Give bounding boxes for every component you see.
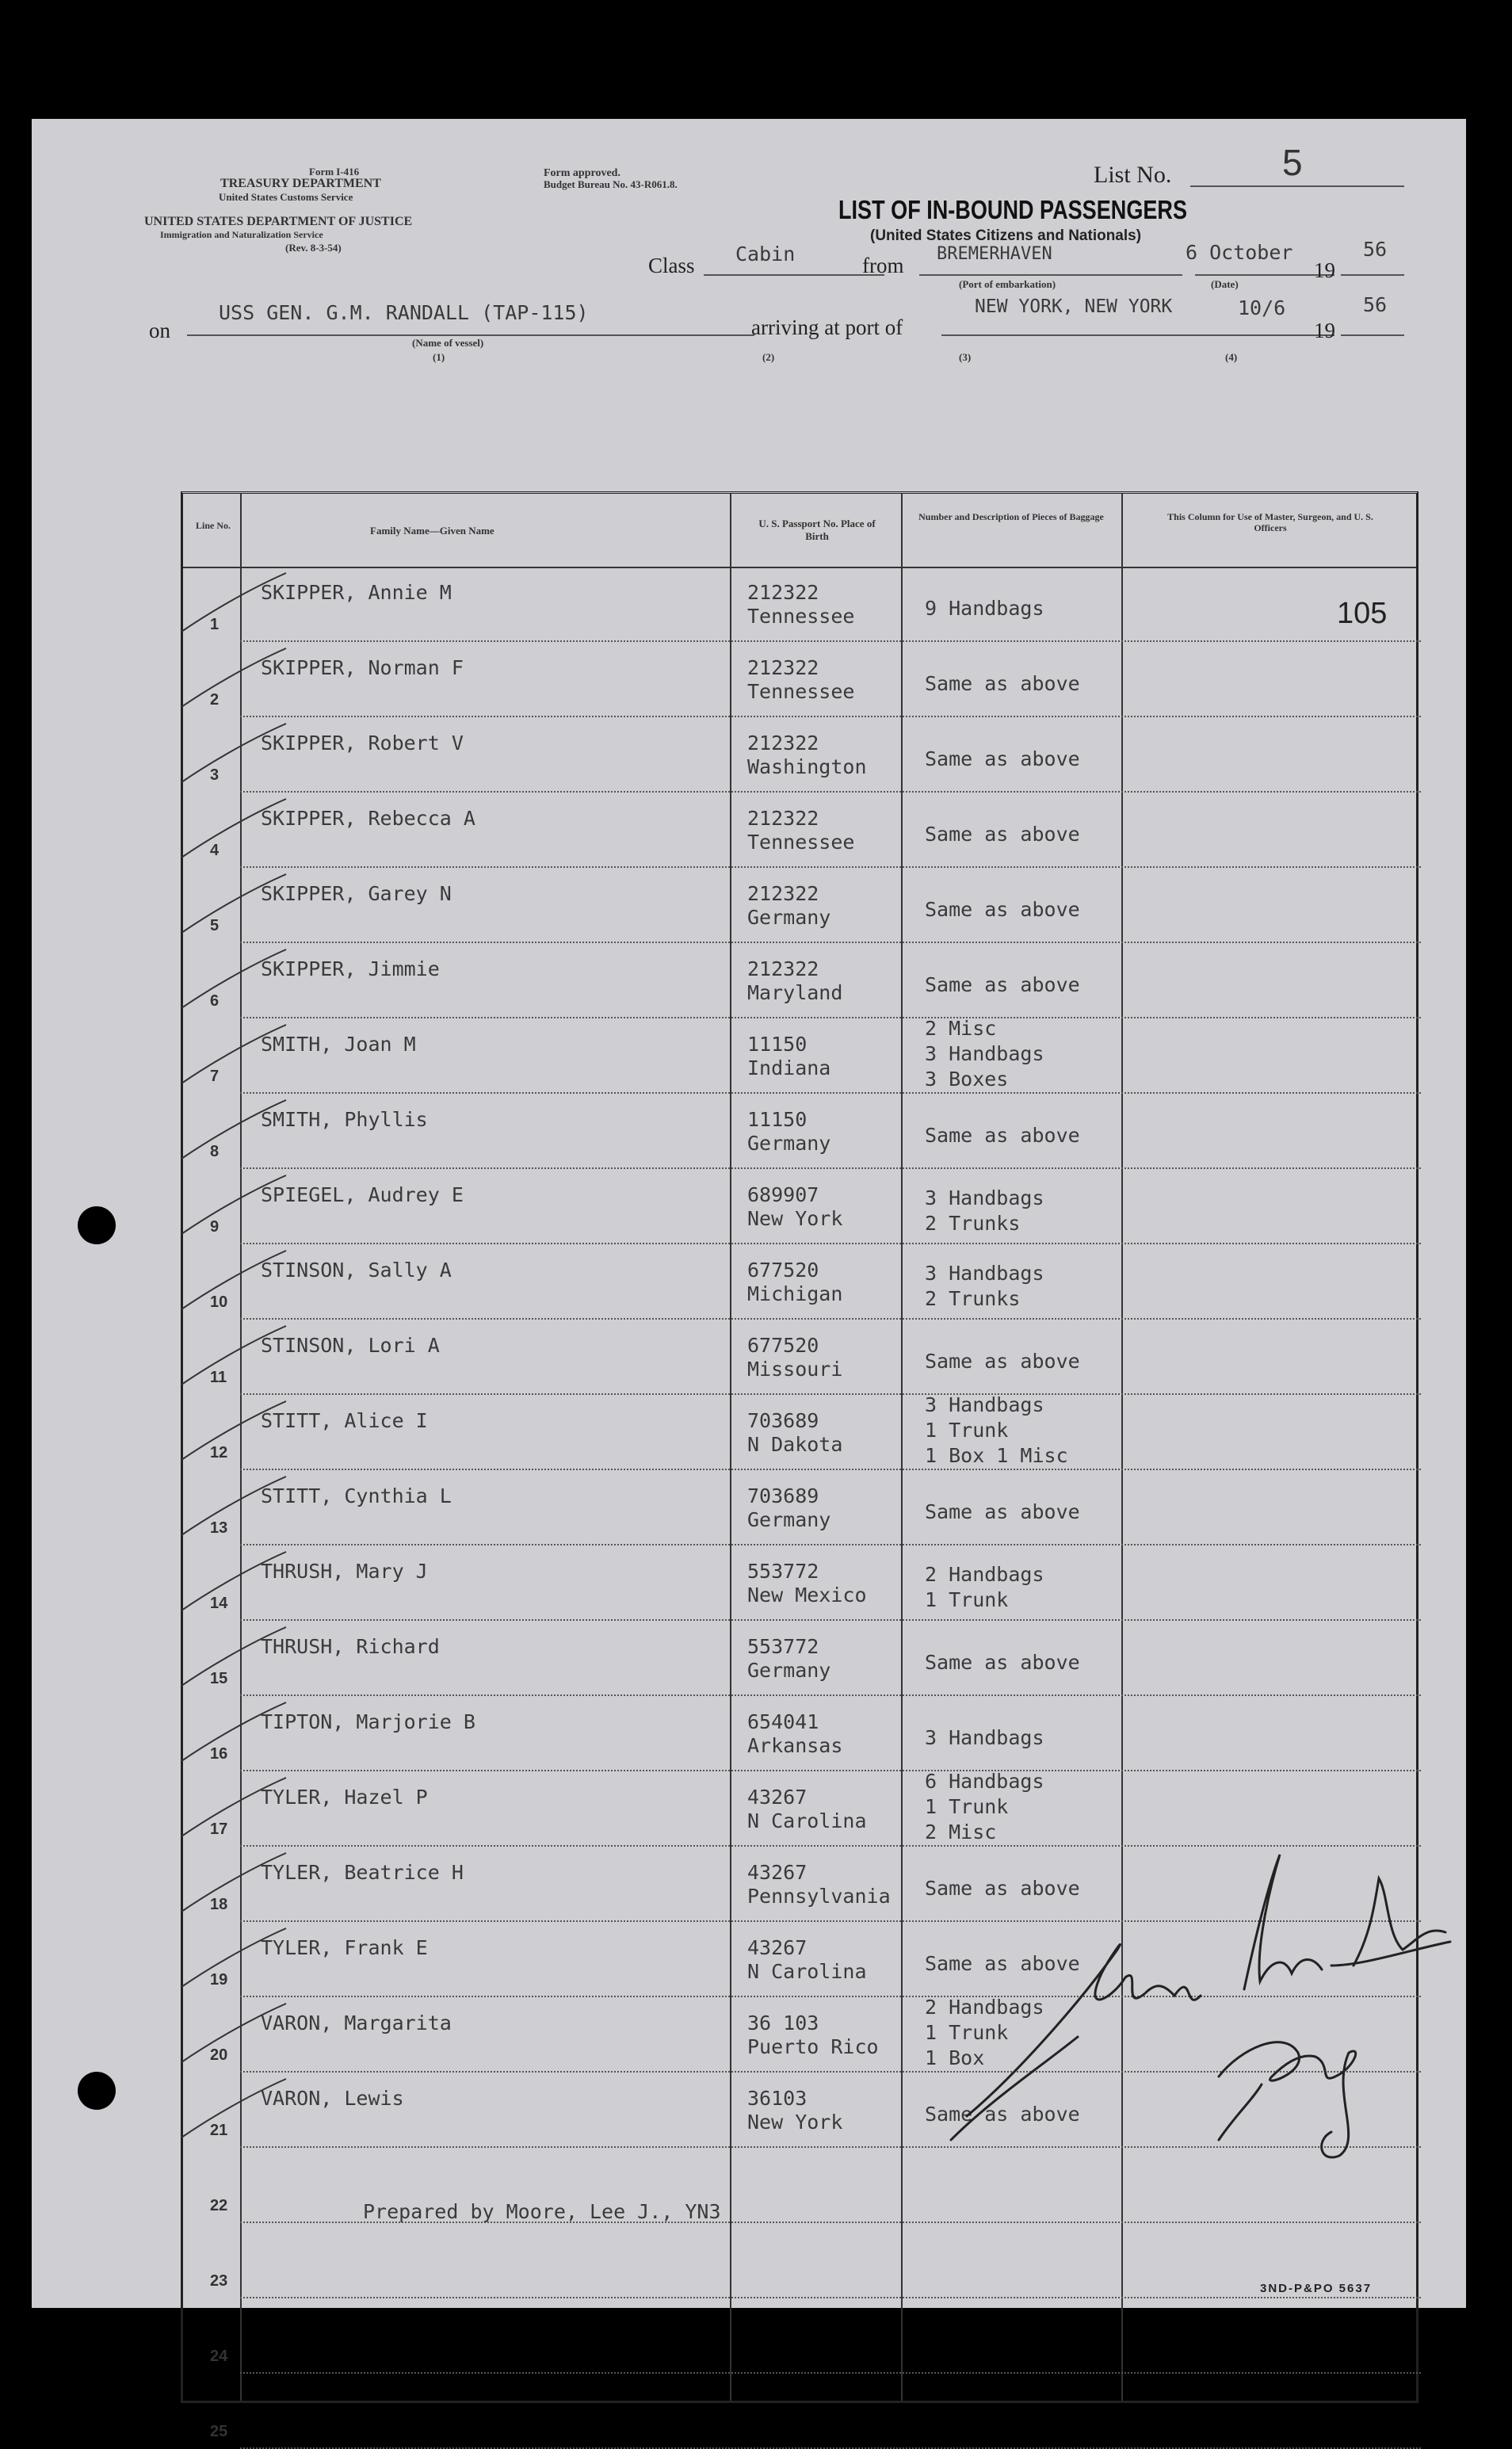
baggage-line: Same as above: [925, 1124, 1080, 1147]
baggage-line: 2 Misc: [925, 1821, 997, 1843]
arrival-date: 10/6: [1238, 296, 1286, 319]
passenger-name: VARON, Margarita: [261, 2012, 452, 2034]
port-caption: (Port of embarkation): [959, 278, 1056, 290]
baggage-line: 1 Trunk: [925, 1419, 1009, 1442]
line-number: 18: [210, 1896, 228, 1913]
check-mark-icon: [175, 1094, 294, 1169]
check-mark-icon: [175, 2073, 294, 2148]
place-of-birth: Germany: [747, 1132, 831, 1155]
place-of-birth: New York: [747, 1207, 843, 1230]
place-of-birth: N Carolina: [747, 1809, 867, 1832]
year-prefix: 19: [1314, 258, 1335, 282]
col-num-2: (2): [762, 351, 775, 363]
punch-hole-bottom: [78, 2072, 116, 2110]
table-row: [183, 868, 1421, 943]
page-subtitle: (United States Citizens and Nationals): [870, 227, 1142, 244]
table-row: [183, 2374, 1421, 2449]
table-row: [183, 1018, 1421, 1094]
place-of-birth: Maryland: [747, 981, 843, 1004]
passenger-name: TYLER, Frank E: [261, 1936, 428, 1959]
check-mark-icon: [175, 1847, 294, 1922]
line-number: 23: [210, 2272, 228, 2290]
table-row: [183, 2223, 1421, 2298]
line-number: 14: [210, 1595, 228, 1612]
line-number: 17: [210, 1821, 228, 1838]
baggage-line: 3 Boxes: [925, 1068, 1009, 1091]
line-number: 6: [210, 992, 220, 1010]
passenger-name: STITT, Alice I: [261, 1409, 428, 1432]
baggage-line: Same as above: [925, 898, 1080, 921]
budget-bureau: Budget Bureau No. 43-R061.8.: [544, 178, 678, 190]
passport-number: 212322: [747, 957, 819, 980]
line-number: 1: [210, 616, 220, 633]
table-row: [183, 1244, 1421, 1320]
line-number: 4: [210, 842, 220, 859]
col-num-1: (1): [433, 351, 445, 363]
passenger-name: THRUSH, Richard: [261, 1635, 440, 1658]
check-mark-icon: [175, 1771, 294, 1847]
passenger-name: TYLER, Hazel P: [261, 1786, 428, 1809]
passenger-name: TYLER, Beatrice H: [261, 1861, 464, 1884]
place-of-birth: Tennessee: [747, 680, 855, 703]
line-number: 16: [210, 1745, 228, 1763]
table-row: [183, 1320, 1421, 1395]
line-number: 15: [210, 1670, 228, 1687]
check-mark-icon: [175, 1169, 294, 1244]
passport-number: 654041: [747, 1710, 819, 1733]
line-number: 11: [210, 1369, 227, 1386]
officer-signature: [919, 1839, 1458, 2203]
table-row: [183, 2298, 1421, 2374]
list-no-label: List No.: [1094, 162, 1172, 188]
table-row: [183, 642, 1421, 717]
from-label: from: [862, 254, 904, 277]
line-number: 7: [210, 1068, 220, 1085]
baggage-line: 3 Handbags: [925, 1042, 1044, 1065]
customs-service: United States Customs Service: [219, 191, 353, 203]
manifest-page: [32, 119, 1466, 2440]
baggage-line: 2 Trunks: [925, 1287, 1021, 1310]
port-of-embarkation: BREMERHAVEN: [937, 244, 1052, 264]
passenger-name: SKIPPER, Robert V: [261, 732, 464, 755]
page-title: LIST OF IN-BOUND PASSENGERS: [838, 195, 1188, 224]
treasury-dept: TREASURY DEPARTMENT: [220, 177, 381, 190]
on-label: on: [149, 319, 170, 342]
passenger-name: SMITH, Phyllis: [261, 1108, 428, 1131]
header-passport: U. S. Passport No. Place of Birth: [758, 518, 876, 542]
line-number: 8: [210, 1143, 220, 1160]
line-number: 5: [210, 917, 220, 934]
passport-number: 212322: [747, 732, 819, 755]
check-mark-icon: [175, 793, 294, 868]
passport-number: 36103: [747, 2087, 808, 2110]
form-number: Form I-416: [309, 166, 360, 178]
table-row: [183, 567, 1421, 642]
table-row: [183, 717, 1421, 793]
printer-mark: 3ND-P&PO 5637: [1260, 2282, 1373, 2295]
table-row: [183, 1395, 1421, 1470]
passport-number: 36 103: [747, 2012, 819, 2034]
list-number: 5: [1282, 142, 1303, 183]
line-number: 13: [210, 1519, 228, 1537]
baggage-line: 1 Trunk: [925, 2021, 1009, 2044]
baggage-line: 1 Box: [925, 2046, 985, 2069]
baggage-line: 1 Trunk: [925, 1795, 1009, 1818]
table-row: [183, 1169, 1421, 1244]
baggage-line: Same as above: [925, 1350, 1080, 1373]
check-mark-icon: [175, 1621, 294, 1696]
passenger-name: SKIPPER, Garey N: [261, 882, 452, 905]
check-mark-icon: [175, 1997, 294, 2073]
place-of-birth: New York: [747, 2111, 843, 2134]
vessel-name: USS GEN. G.M. RANDALL (TAP-115): [219, 301, 589, 324]
table-row: [183, 1094, 1421, 1169]
line-number: 25: [210, 2423, 228, 2440]
line-number: 22: [210, 2197, 228, 2214]
baggage-line: Same as above: [925, 823, 1080, 846]
check-mark-icon: [175, 943, 294, 1018]
check-mark-icon: [175, 567, 294, 642]
line-number: 21: [210, 2122, 228, 2139]
punch-hole-top: [78, 1206, 116, 1244]
passenger-name: VARON, Lewis: [261, 2087, 404, 2110]
check-mark-icon: [175, 642, 294, 717]
class-value: Cabin: [735, 243, 796, 266]
table-row: [183, 1696, 1421, 1771]
baggage-line: Same as above: [925, 1877, 1080, 1900]
header-line-no: Line No.: [195, 520, 231, 531]
baggage-line: 2 Handbags: [925, 1563, 1044, 1586]
baggage-line: 3 Handbags: [925, 1726, 1044, 1749]
officer-count-note: 105: [1337, 597, 1388, 630]
baggage-line: Same as above: [925, 973, 1080, 996]
check-mark-icon: [175, 1320, 294, 1395]
place-of-birth: Arkansas: [747, 1734, 843, 1757]
vessel-caption: (Name of vessel): [412, 337, 484, 349]
passport-number: 677520: [747, 1259, 819, 1282]
passport-number: 553772: [747, 1560, 819, 1583]
table-row: [183, 793, 1421, 868]
date-caption: (Date): [1211, 278, 1239, 290]
passport-number: 43267: [747, 1861, 808, 1884]
departure-year: 56: [1363, 238, 1388, 261]
header-name: Family Name—Given Name: [370, 525, 494, 537]
baggage-line: 2 Trunks: [925, 1212, 1021, 1235]
place-of-birth: Missouri: [747, 1358, 843, 1381]
baggage-line: 1 Trunk: [925, 1588, 1009, 1611]
passenger-name: STITT, Cynthia L: [261, 1484, 452, 1507]
check-mark-icon: [175, 1018, 294, 1094]
place-of-birth: Germany: [747, 906, 831, 929]
passenger-name: SMITH, Joan M: [261, 1033, 416, 1056]
arrival-port: NEW YORK, NEW YORK: [975, 296, 1173, 317]
dept-of-justice: UNITED STATES DEPARTMENT OF JUSTICE: [144, 215, 413, 228]
passport-number: 553772: [747, 1635, 819, 1658]
header-officers: This Column for Use of Master, Surgeon, and U. S. Officers: [1167, 511, 1373, 534]
place-of-birth: N Carolina: [747, 1960, 867, 1983]
check-mark-icon: [175, 1470, 294, 1545]
table-row: [183, 1621, 1421, 1696]
line-number: 10: [210, 1293, 228, 1311]
passenger-name: STINSON, Sally A: [261, 1259, 452, 1282]
departure-date: 6 October: [1186, 241, 1293, 264]
line-number: 20: [210, 2046, 228, 2064]
prepared-by: Prepared by Moore, Lee J., YN3: [363, 2200, 721, 2223]
place-of-birth: Washington: [747, 755, 867, 778]
passenger-name: SKIPPER, Norman F: [261, 656, 464, 679]
passenger-name: TIPTON, Marjorie B: [261, 1710, 475, 1733]
baggage-line: Same as above: [925, 747, 1080, 770]
header-baggage: Number and Description of Pieces of Baggage: [918, 511, 1104, 522]
passport-number: 11150: [747, 1033, 808, 1056]
passport-number: 212322: [747, 581, 819, 604]
baggage-line: 2 Handbags: [925, 1996, 1044, 2019]
passport-number: 11150: [747, 1108, 808, 1131]
place-of-birth: Puerto Rico: [747, 2035, 879, 2058]
table-row: [183, 943, 1421, 1018]
passport-number: 212322: [747, 656, 819, 679]
line-number: 19: [210, 1971, 228, 1989]
place-of-birth: Germany: [747, 1508, 831, 1531]
col-num-4: (4): [1225, 351, 1238, 363]
check-mark-icon: [175, 1922, 294, 1997]
baggage-line: 2 Misc: [925, 1017, 997, 1040]
place-of-birth: Indiana: [747, 1056, 831, 1079]
place-of-birth: New Mexico: [747, 1584, 867, 1607]
baggage-line: 9 Handbags: [925, 597, 1044, 620]
place-of-birth: Michigan: [747, 1282, 843, 1305]
baggage-line: 3 Handbags: [925, 1393, 1044, 1416]
class-label: Class: [648, 254, 695, 277]
baggage-line: 6 Handbags: [925, 1770, 1044, 1793]
place-of-birth: Germany: [747, 1659, 831, 1682]
baggage-line: Same as above: [925, 672, 1080, 695]
passenger-name: SKIPPER, Annie M: [261, 581, 452, 604]
ins-service: Immigration and Naturalization Service: [160, 229, 323, 240]
passport-number: 43267: [747, 1936, 808, 1959]
place-of-birth: Tennessee: [747, 605, 855, 628]
passport-number: 677520: [747, 1334, 819, 1357]
table-row: [183, 1470, 1421, 1545]
passenger-name: STINSON, Lori A: [261, 1334, 440, 1357]
form-approved: Form approved.: [544, 167, 620, 179]
check-mark-icon: [175, 1545, 294, 1621]
arrival-year: 56: [1363, 293, 1388, 316]
arriving-label: arriving at port of: [751, 315, 903, 339]
line-number: 24: [210, 2348, 228, 2365]
line-number: 12: [210, 1444, 228, 1461]
passenger-name: SKIPPER, Jimmie: [261, 957, 440, 980]
check-mark-icon: [175, 717, 294, 793]
line-number: 2: [210, 691, 220, 709]
table-row: [183, 1545, 1421, 1621]
place-of-birth: Tennessee: [747, 831, 855, 854]
passport-number: 212322: [747, 807, 819, 830]
check-mark-icon: [175, 1244, 294, 1320]
baggage-line: 3 Handbags: [925, 1262, 1044, 1285]
check-mark-icon: [175, 1696, 294, 1771]
revision: (Rev. 8-3-54): [285, 242, 342, 254]
line-number: 9: [210, 1218, 220, 1236]
arrival-year-prefix: 19: [1314, 319, 1335, 342]
passport-number: 689907: [747, 1183, 819, 1206]
passenger-name: SPIEGEL, Audrey E: [261, 1183, 464, 1206]
baggage-line: Same as above: [925, 1500, 1080, 1523]
check-mark-icon: [175, 1395, 294, 1470]
baggage-line: Same as above: [925, 2103, 1080, 2126]
place-of-birth: N Dakota: [747, 1433, 843, 1456]
passport-number: 703689: [747, 1409, 819, 1432]
baggage-line: 3 Handbags: [925, 1186, 1044, 1209]
baggage-line: Same as above: [925, 1952, 1080, 1975]
table-row: [183, 1771, 1421, 1847]
place-of-birth: Pennsylvania: [747, 1885, 891, 1908]
line-number: 3: [210, 766, 220, 784]
passenger-name: SKIPPER, Rebecca A: [261, 807, 475, 830]
passenger-name: THRUSH, Mary J: [261, 1560, 428, 1583]
passport-number: 703689: [747, 1484, 819, 1507]
col-num-3: (3): [959, 351, 972, 363]
baggage-line: Same as above: [925, 1651, 1080, 1674]
passport-number: 43267: [747, 1786, 808, 1809]
passport-number: 212322: [747, 882, 819, 905]
baggage-line: 1 Box 1 Misc: [925, 1444, 1068, 1467]
check-mark-icon: [175, 868, 294, 943]
